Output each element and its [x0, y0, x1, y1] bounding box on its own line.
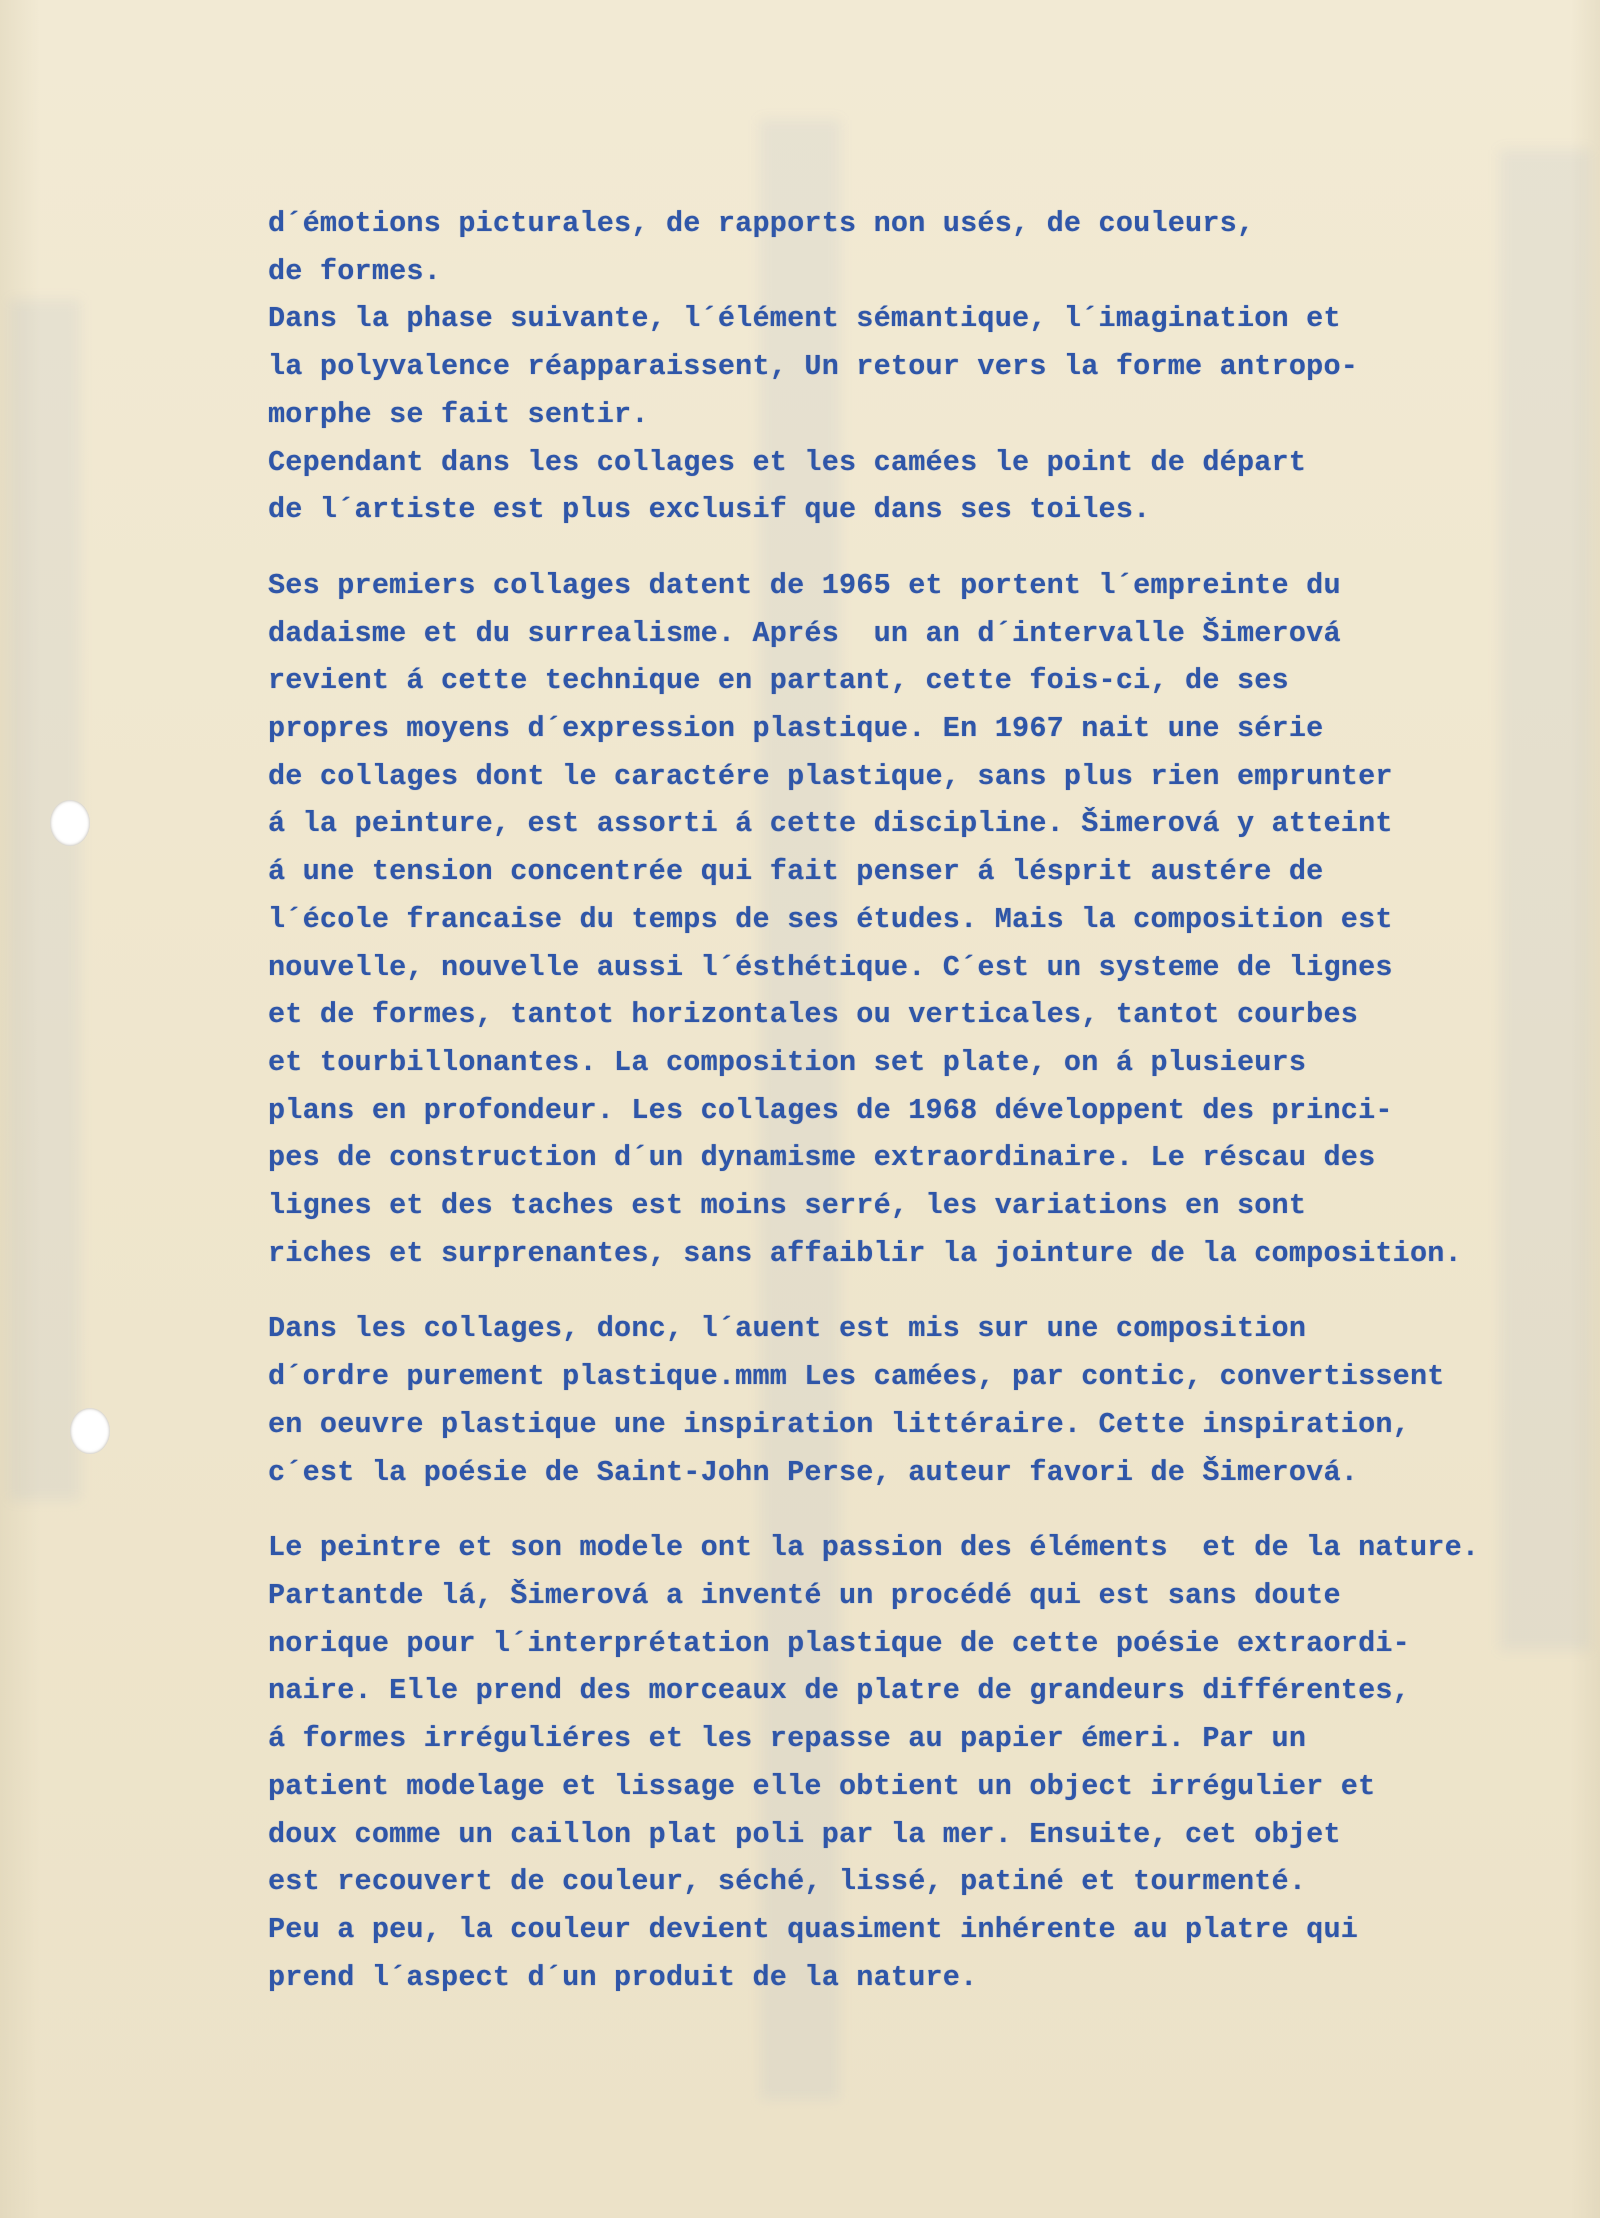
text-line: prend l´aspect d´un produit de la nature.	[268, 1960, 978, 1994]
text-line: en oeuvre plastique une inspiration littéraire. Cette inspiration,	[268, 1407, 1410, 1441]
paragraph-1	[268, 200, 1588, 534]
text-line: dadaisme et du surrealisme. Aprés un an d´intervalle Šimerová	[268, 616, 1341, 650]
paragraph-4	[268, 1524, 1588, 2001]
text-line: naire. Elle prend des morceaux de platre de grandeurs différentes,	[268, 1674, 1410, 1708]
text-line: Partantde lá, Šimerová a inventé un procédé qui est sans doute	[268, 1578, 1341, 1612]
text-line: á la peinture, est assorti á cette discipline. Šimerová y atteint	[268, 807, 1393, 841]
text-line: plans en profondeur. Les collages de 1968 développent des princi-	[268, 1093, 1393, 1127]
text-line: d´émotions picturales, de rapports non usés, de couleurs,	[268, 207, 1255, 240]
text-line: patient modelage et lissage elle obtient un object irrégulier et	[268, 1769, 1376, 1803]
text-line: l´école francaise du temps de ses études. Mais la composition est	[268, 902, 1393, 936]
text-line: d´ordre purement plastique.mmm Les camées, par contic, convertissent	[268, 1360, 1445, 1394]
text-line: et tourbillonantes. La composition set plate, on á plusieurs	[268, 1045, 1307, 1079]
text-line: á une tension concentrée qui fait penser á lésprit austére de	[268, 855, 1324, 889]
text-line: norique pour l´interprétation plastique de cette poésie extraordi-	[268, 1626, 1410, 1660]
text-line: la polyvalence réapparaissent, Un retour vers la forme antropo-	[268, 350, 1359, 384]
text-line: propres moyens d´expression plastique. En 1967 nait une série	[268, 712, 1324, 746]
text-line: revient á cette technique en partant, cette fois-ci, de ses	[268, 664, 1289, 698]
text-line: Ses premiers collages datent de 1965 et portent l´empreinte du	[268, 568, 1341, 602]
punch-hole-lower	[70, 1408, 110, 1454]
paragraph-3	[268, 1305, 1588, 1496]
text-line: est recouvert de couleur, séché, lissé, patiné et tourmenté.	[268, 1865, 1307, 1899]
paragraph-2	[268, 562, 1588, 1278]
punch-hole-upper	[50, 800, 90, 846]
text-line: de formes.	[268, 254, 442, 288]
text-line: morphe se fait sentir.	[268, 397, 649, 431]
text-line: Le peintre et son modele ont la passion des éléments et de la nature.	[268, 1531, 1480, 1565]
ink-bleed-left	[10, 300, 80, 1500]
text-line: Cependant dans les collages et les camées le point de départ	[268, 445, 1307, 479]
text-line: de collages dont le caractére plastique, sans plus rien emprunter	[268, 759, 1393, 793]
text-line: et de formes, tantot horizontales ou verticales, tantot courbes	[268, 998, 1359, 1032]
text-line: Dans la phase suivante, l´élément sémantique, l´imagination et	[268, 302, 1341, 336]
text-line: Peu a peu, la couleur devient quasiment inhérente au platre qui	[268, 1912, 1359, 1946]
text-line: pes de construction d´un dynamisme extraordinaire. Le réscau des	[268, 1141, 1376, 1175]
text-line: á formes irréguliéres et les repasse au papier émeri. Par un	[268, 1722, 1307, 1756]
text-line: c´est la poésie de Saint-John Perse, auteur favori de Šimerová.	[268, 1455, 1359, 1489]
text-line: lignes et des taches est moins serré, les variations en sont	[268, 1189, 1307, 1223]
text-line: nouvelle, nouvelle aussi l´ésthétique. C´est un systeme de lignes	[268, 950, 1393, 984]
text-line: de l´artiste est plus exclusif que dans ses toiles.	[268, 493, 1151, 527]
text-line: Dans les collages, donc, l´auent est mis sur une composition	[268, 1312, 1307, 1346]
text-line: doux comme un caillon plat poli par la mer. Ensuite, cet objet	[268, 1817, 1341, 1851]
text-line: riches et surprenantes, sans affaiblir la jointure de la composition.	[268, 1236, 1462, 1270]
typed-text-body	[268, 200, 1588, 2001]
